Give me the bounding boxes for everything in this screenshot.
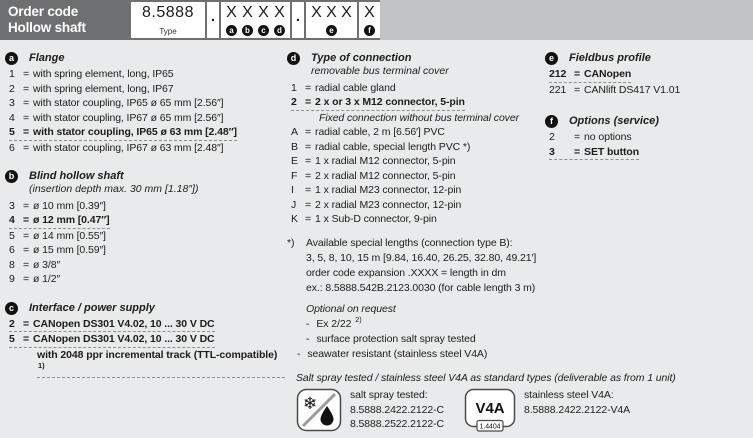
code-char: X: [326, 4, 337, 21]
v4a-text: [524, 388, 630, 417]
footnote-line: 3, 5, 8, 10, 15 m [9.84, 16.40, 26.25, 32.80, 49.21′]: [306, 251, 537, 264]
option-code: 5: [9, 333, 15, 345]
footnote-lines: [306, 236, 536, 296]
option-row: A = radial cable, 2 m [6.56′] PVC: [291, 126, 445, 138]
type-code: 8.5888: [142, 4, 194, 21]
section-title: Flange: [29, 52, 65, 64]
option-label: ø 14 mm [0.55″]: [33, 229, 106, 242]
v4a-label: stainless steel V4A:: [524, 389, 614, 401]
salt-spray-text: [350, 388, 454, 432]
code-char: X: [242, 4, 253, 21]
salt-spray-tested-icon: [296, 388, 342, 435]
svg-text:❄: ❄: [302, 394, 318, 413]
code-char: X: [364, 4, 375, 21]
option-code: 2: [9, 82, 15, 95]
optional-on-request: [297, 302, 555, 362]
option-label: with stator coupling, IP67 ø 65 mm [2.56″]: [33, 111, 224, 124]
option-label: CANlift DS417 V1.01: [584, 83, 681, 96]
dash: -: [306, 332, 310, 345]
v4a-code: 8.5888.2422.2122-V4A: [524, 403, 631, 416]
group-heading: Fixed connection without bus terminal cover: [319, 111, 519, 124]
section-titles: [29, 302, 155, 315]
option-code: 1: [9, 68, 15, 80]
option-row: K = 1 x Sub-D connector, 9-pin: [291, 213, 437, 225]
footnote-marker: *): [287, 236, 295, 249]
option-code: 212: [549, 68, 567, 80]
option-row: 5 = ø 14 mm [0.55″]: [9, 229, 106, 242]
order-code-banner: [0, 0, 380, 40]
option-label: with stator coupling, IP65 ø 65 mm [2.56″]: [33, 97, 224, 109]
ref-c-icon: c: [5, 302, 18, 315]
option-code: J: [291, 198, 297, 211]
option-label: with 2048 ppr incremental track (TTL-compatible) $^{1)}$: [37, 348, 278, 370]
option-code: 5: [9, 229, 15, 242]
option-label: CANopen DS301 V4.02, 10 ... 30 V DC: [33, 333, 215, 345]
banner-title-line2: Hollow shaft: [8, 20, 86, 35]
option-label: 2 x radial M23 connector, 12-pin: [315, 198, 462, 211]
section-titles: [29, 52, 64, 65]
option-label: with stator coupling, IP65 ø 63 mm [2.48″]: [33, 126, 237, 138]
banner-title-line1: Order code: [8, 3, 79, 19]
option-row: 9 = ø 1/2″: [9, 273, 61, 285]
option-label: 1 x radial M23 connector, 12-pin: [315, 184, 462, 196]
option-row: 3 = with stator coupling, IP65 ø 65 mm [2.56″]: [9, 97, 224, 109]
section-blind-hollow-shaft: [5, 170, 285, 287]
option-code: 1: [291, 81, 297, 94]
ref-e-icon: e: [326, 25, 337, 36]
type-label: Type: [159, 27, 177, 36]
option-label: CANopen DS301 V4.02, 10 ... 30 V DC: [33, 317, 215, 330]
option-label: SET button: [584, 145, 640, 158]
option-row: 2 = with spring element, long, IP67: [9, 82, 174, 95]
banner-title: [8, 4, 131, 37]
option-code: 2: [549, 131, 555, 143]
option-row: 1 = with spring element, long, IP65: [9, 68, 174, 80]
left-column: [5, 52, 285, 393]
type-box: [131, 2, 205, 38]
section-flange: [5, 52, 285, 155]
ref-a-icon: a: [5, 52, 18, 65]
option-code: E: [291, 155, 298, 167]
option-code: 6: [9, 244, 15, 256]
section-title: Options (service): [569, 115, 659, 127]
section-header: [287, 52, 555, 79]
option-label: 2 x radial M12 connector, 5-pin: [315, 169, 456, 182]
option-code: K: [291, 213, 298, 225]
section-options-service: [545, 115, 750, 160]
option-code: 2: [9, 317, 15, 330]
optional-title: Optional on request: [306, 302, 396, 315]
option-row: E = 1 x radial M12 connector, 5-pin: [291, 155, 456, 167]
footnote-line: ex.: 8.5888.542B.2123.0030 (for cable length 3 m): [306, 281, 536, 294]
section-title: Type of connection: [311, 52, 412, 64]
option-row: 8 = ø 3/8″: [9, 258, 61, 271]
optional-item-text: seawater resistant (stainless steel V4A): [307, 347, 488, 360]
separator-dot: .: [207, 2, 219, 38]
salt-spray-code: 8.5888.2422.2122-C: [350, 403, 444, 416]
option-label: no options: [584, 131, 632, 143]
option-row: 4 = ø 12 mm [0.47″]: [5, 213, 285, 229]
code-char: X: [226, 4, 237, 21]
option-code: 4: [9, 214, 15, 226]
svg-text:V4A: V4A: [475, 400, 505, 417]
option-code: 4: [9, 111, 15, 124]
standard-types-row: [296, 388, 748, 435]
section-header: [5, 52, 285, 65]
ref-d-icon: d: [274, 25, 285, 36]
option-label: radial cable, 2 m [6.56′] PVC: [315, 126, 445, 138]
ref-d-icon: d: [287, 52, 300, 65]
optional-item-text: surface protection salt spray tested: [316, 332, 476, 345]
option-label: with stator coupling, IP67 ø 63 mm [2.48″]: [33, 141, 224, 154]
stainless-steel-v4a-icon: [464, 388, 516, 435]
option-code: 8: [9, 258, 15, 271]
section-header: [545, 115, 750, 128]
option-row: I = 1 x radial M23 connector, 12-pin: [291, 184, 462, 196]
option-code: 6: [9, 141, 15, 154]
section-subtitle: removable bus terminal cover: [311, 65, 449, 77]
option-code: B: [291, 140, 298, 153]
option-code: 5: [9, 126, 15, 138]
footnote-special-lengths: [287, 236, 555, 296]
section-subtitle: (insertion depth max. 30 mm [1.18″]): [29, 183, 199, 195]
option-row: 1 = radial cable gland: [291, 81, 396, 94]
section-type-of-connection: [287, 52, 555, 227]
option-row: 221 = CANlift DS417 V1.01: [549, 83, 681, 96]
code-char: X: [311, 4, 322, 21]
ref-b-icon: b: [242, 25, 253, 36]
code-group-abcd: [221, 2, 290, 38]
footnote-line: order code expansion .XXXX = length in dm: [306, 266, 506, 279]
option-label: ø 1/2″: [33, 273, 61, 285]
ref-f-icon: f: [364, 25, 375, 36]
option-code: 3: [9, 199, 15, 212]
ref-c-icon: c: [258, 25, 269, 36]
option-code: A: [291, 126, 298, 138]
option-row: 2 = 2 x or 3 x M12 connector, 5-pin: [287, 95, 555, 111]
dash: -: [297, 347, 301, 360]
option-row: 2 = no options: [549, 131, 632, 143]
standard-types-title: Salt spray tested / stainless steel V4A as standard types (deliverable as from 1 unit): [296, 372, 676, 384]
option-label: with spring element, long, IP65: [33, 68, 174, 80]
option-label: 1 x Sub-D connector, 9-pin: [315, 213, 437, 225]
option-row: 5 = CANopen DS301 V4.02, 10 ... 30 V DC with 2048 ppr incremental track (TTL-compatible) $^{1)}$: [5, 332, 285, 378]
code-group-f: [359, 2, 380, 38]
standard-types-block: [296, 372, 748, 435]
option-label: ø 12 mm [0.47″]: [33, 214, 110, 226]
section-interface-power-supply: [5, 302, 285, 378]
code-char: X: [274, 4, 285, 21]
code-char: X: [258, 4, 269, 21]
right-column: [545, 52, 750, 175]
optional-item: [306, 317, 555, 332]
ref-a-icon: a: [226, 25, 237, 36]
option-row: 5 = with stator coupling, IP65 ø 63 mm [2.48″]: [5, 125, 285, 141]
option-label: ø 15 mm [0.59″]: [33, 244, 106, 256]
salt-spray-code: 8.5888.2522.2122-C: [350, 418, 444, 430]
option-label: radial cable, special length PVC *): [315, 140, 471, 153]
option-code: 9: [9, 273, 15, 285]
salt-spray-label: salt spray tested:: [350, 389, 428, 401]
section-titles: [569, 115, 659, 128]
section-fieldbus-profile: [545, 52, 750, 97]
section-titles: [569, 52, 651, 65]
section-title: Fieldbus profile: [569, 52, 651, 64]
option-code: 2: [291, 96, 297, 108]
section-titles: [29, 170, 198, 197]
option-row: J = 2 x radial M23 connector, 12-pin: [291, 198, 462, 211]
middle-column: [287, 52, 555, 362]
option-code: 3: [549, 145, 555, 158]
ref-f-icon: f: [545, 115, 558, 128]
code-group-e: [306, 2, 357, 38]
optional-item-text: Ex 2/22 $^{2)}$: [316, 315, 362, 330]
option-label: 2 x or 3 x M12 connector, 5-pin: [315, 96, 465, 108]
option-row: 3 = ø 10 mm [0.39″]: [9, 199, 106, 212]
optional-item: [306, 332, 555, 347]
option-row: 6 = with stator coupling, IP67 ø 63 mm [2.48″]: [9, 141, 224, 154]
option-code: F: [291, 169, 298, 182]
option-row: 2 = CANopen DS301 V4.02, 10 ... 30 V DC: [5, 317, 285, 333]
option-label: ø 10 mm [0.39″]: [33, 199, 106, 212]
option-code: I: [291, 184, 294, 196]
svg-text:1.4404: 1.4404: [479, 423, 501, 431]
separator-dot: .: [292, 2, 304, 38]
footnote-line: Available special lengths (connection type B):: [306, 236, 513, 249]
option-row: B = radial cable, special length PVC *): [291, 140, 471, 153]
section-title: Interface / power supply: [29, 301, 155, 314]
section-titles: [311, 52, 449, 79]
code-char: X: [341, 4, 352, 21]
section-header: [5, 170, 285, 197]
optional-item: [297, 347, 555, 362]
ref-b-icon: b: [5, 170, 18, 183]
dash: -: [306, 317, 310, 330]
option-label: with spring element, long, IP67: [33, 82, 174, 95]
option-row: F = 2 x radial M12 connector, 5-pin: [291, 169, 456, 182]
option-row: 3 = SET button: [545, 145, 750, 161]
ref-e-icon: e: [545, 52, 558, 65]
header-bar: [0, 0, 753, 40]
section-header: [545, 52, 750, 65]
option-row: 6 = ø 15 mm [0.59″]: [9, 244, 106, 256]
option-label: 1 x radial M12 connector, 5-pin: [315, 155, 456, 167]
option-label: CANopen: [584, 68, 632, 80]
option-code: 3: [9, 97, 15, 109]
option-code: 221: [549, 83, 567, 96]
section-header: [5, 302, 285, 315]
section-title: Blind hollow shaft: [29, 170, 124, 182]
order-code-boxes: [131, 2, 380, 38]
option-row: 4 = with stator coupling, IP67 ø 65 mm [2.56″]: [9, 111, 224, 124]
option-label: radial cable gland: [315, 81, 396, 94]
option-row: 212 = CANopen: [545, 67, 750, 83]
option-label: ø 3/8″: [33, 258, 61, 271]
